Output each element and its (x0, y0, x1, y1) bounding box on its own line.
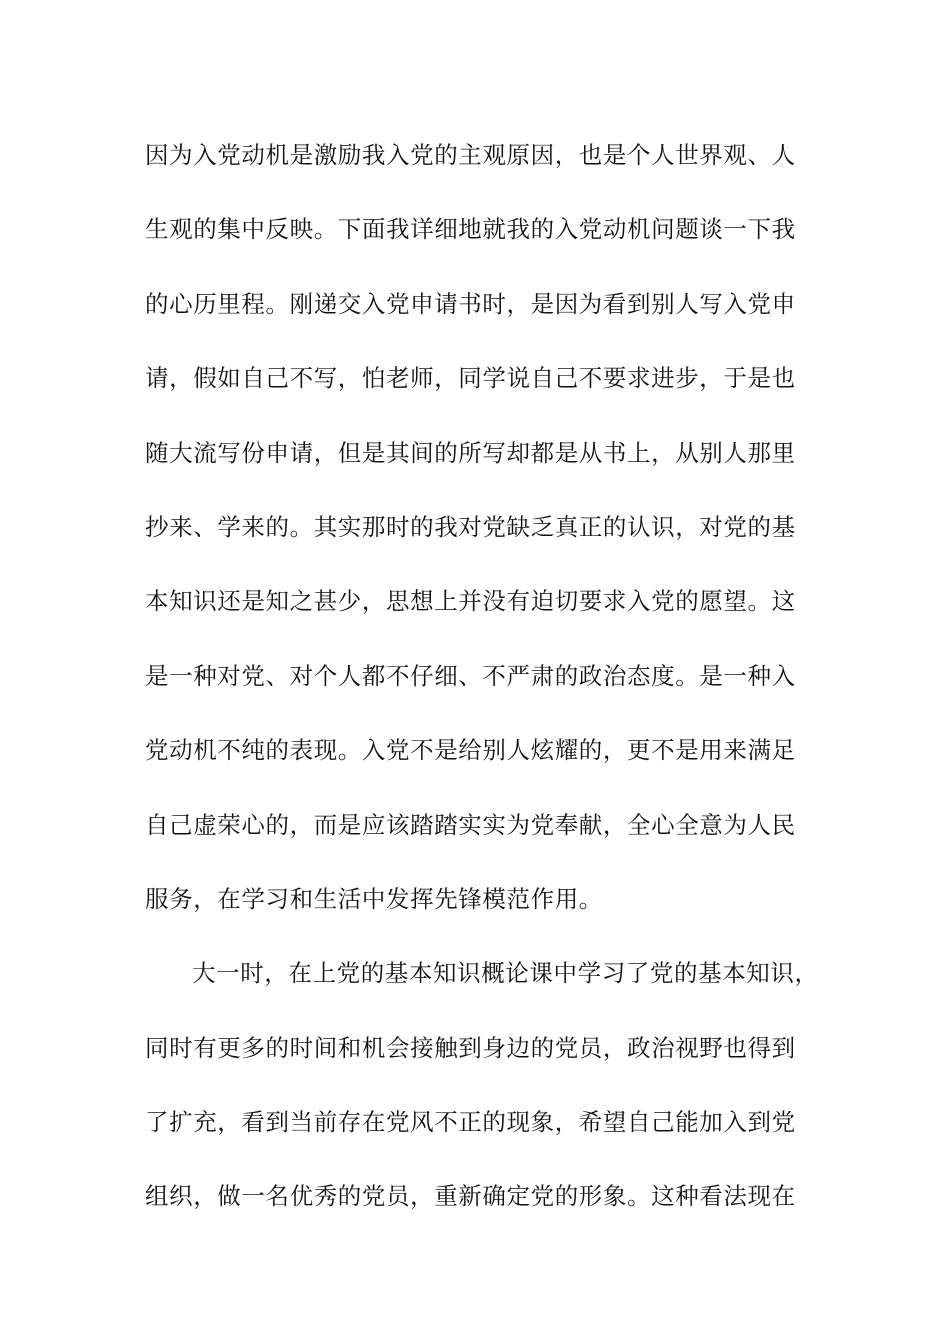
text-line: 随大流写份申请，但是其间的所写却都是从书上，从别人那里 (145, 438, 796, 467)
text-line: 请，假如自己不写，怕老师，同学说自己不要求进步，于是也 (145, 364, 796, 393)
text-line: 组织，做一名优秀的党员，重新确定党的形象。这种看法现在 (145, 1182, 796, 1211)
text-line: 同时有更多的时间和机会接触到身边的党员，政治视野也得到 (145, 1033, 796, 1062)
text-line: 的心历里程。刚递交入党申请书时，是因为看到别人写入党申 (145, 289, 796, 318)
text-line: 党动机不纯的表现。入党不是给别人炫耀的，更不是用来满足 (145, 736, 796, 765)
paragraph-2 (145, 941, 819, 1239)
paragraph-1 (145, 123, 815, 941)
text-line: 服务，在学习和生活中发挥先锋模范作用。 (145, 884, 603, 913)
text-line: 是一种对党、对个人都不仔细、不严肃的政治态度。是一种入 (145, 661, 796, 690)
text-line: 抄来、学来的。其实那时的我对党缺乏真正的认识，对党的基 (145, 512, 796, 541)
text-line: 本知识还是知之甚少，思想上并没有迫切要求入党的愿望。这 (145, 587, 796, 616)
text-line: 生观的集中反映。下面我详细地就我的入党动机问题谈一下我 (145, 215, 796, 244)
body-text (145, 123, 819, 1239)
text-line: 大一时，在上党的基本知识概论课中学习了党的基本知识， (192, 959, 819, 988)
text-line: 了扩充，看到当前存在党风不正的现象，希望自己能加入到党 (145, 1108, 796, 1137)
text-line: 自己虚荣心的，而是应该踏踏实实为党奉献，全心全意为人民 (145, 810, 796, 839)
text-line: 因为入党动机是激励我入党的主观原因，也是个人世界观、人 (145, 141, 796, 169)
